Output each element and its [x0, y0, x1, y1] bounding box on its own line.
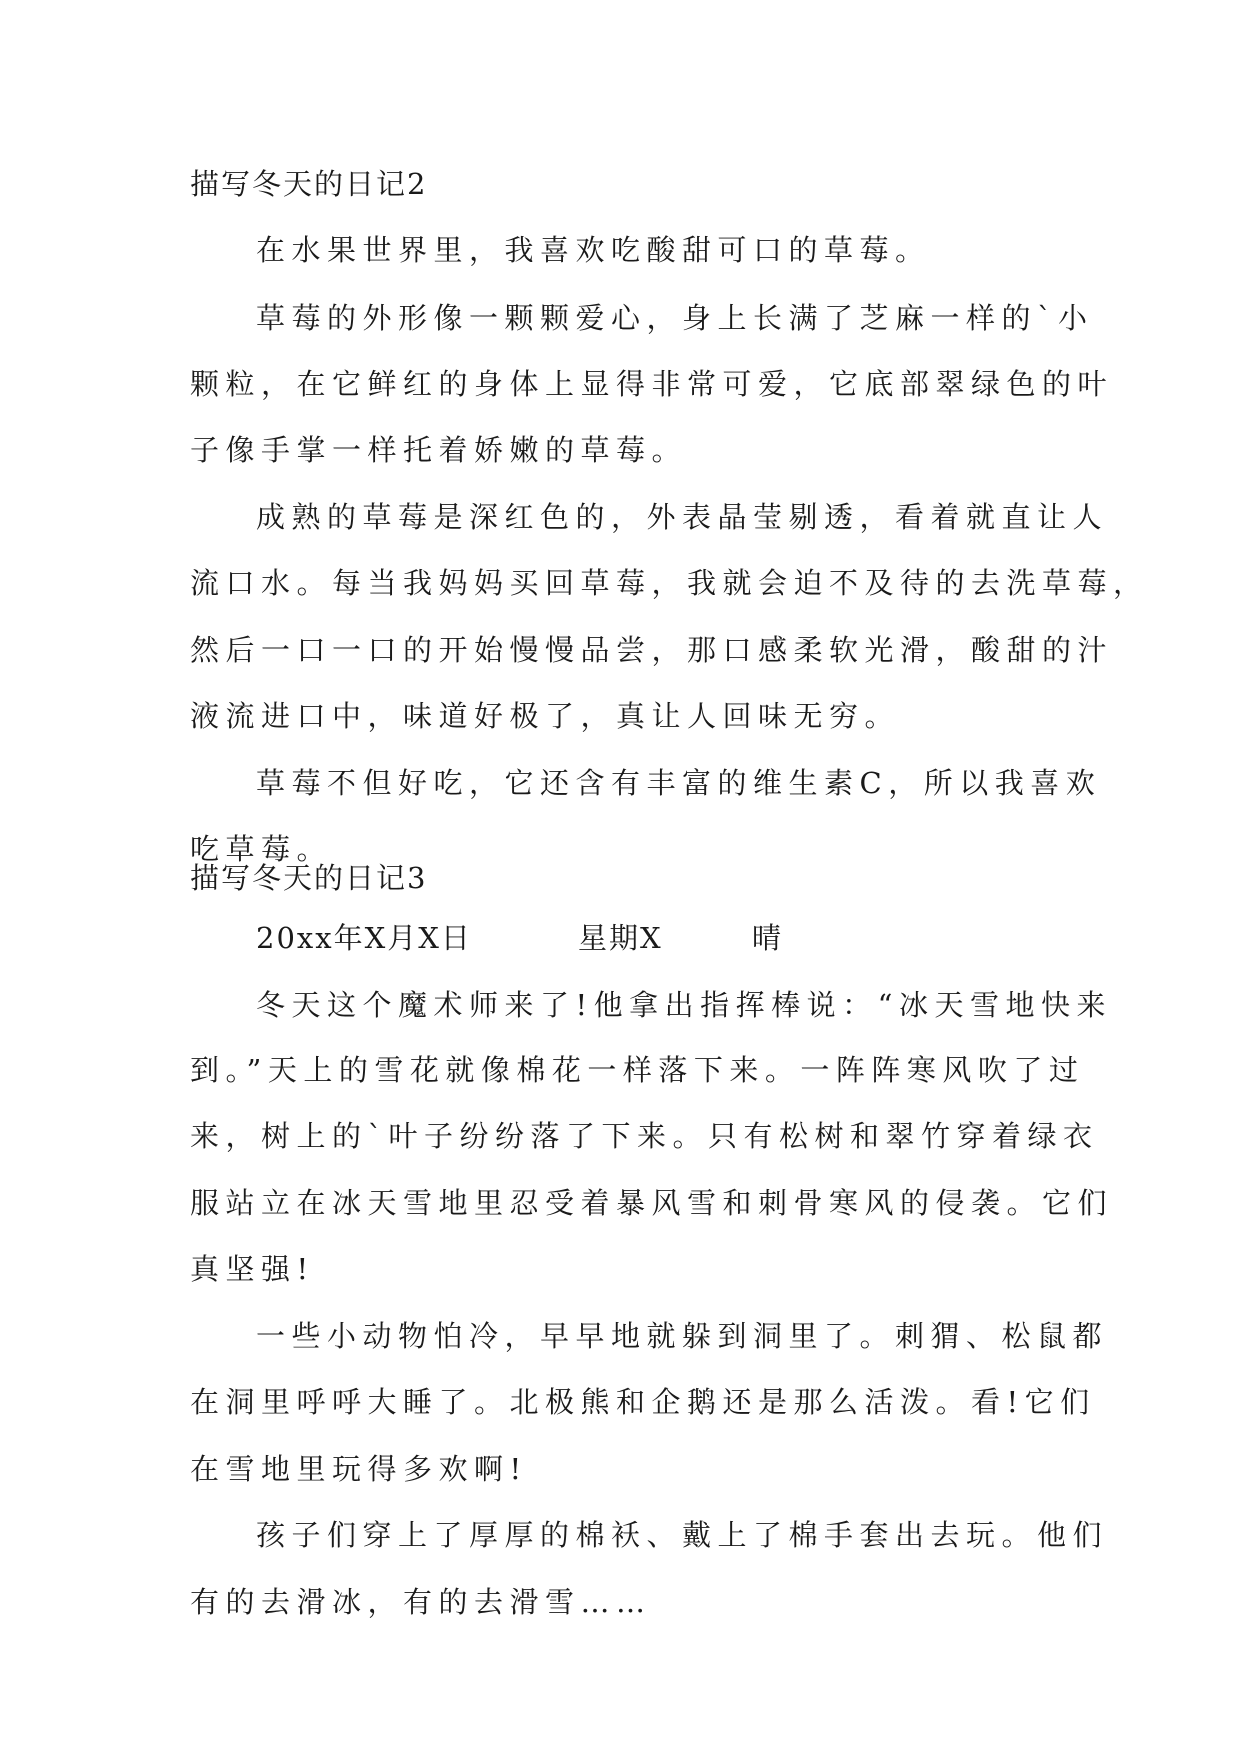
paragraph-line: 冬天这个魔术师来了!他拿出指挥棒说：“冰天雪地快来 — [256, 988, 1112, 1022]
paragraph-line: 在水果世界里，我喜欢吃酸甜可口的草莓。 — [256, 233, 931, 267]
paragraph-line: 成熟的草莓是深红色的，外表晶莹剔透，看着就直让人 — [256, 500, 1109, 534]
diary-date: 20xx年X月X日 — [256, 921, 472, 955]
paragraph-line: 到。”天上的雪花就像棉花一样落下来。一阵阵寒风吹了过 — [190, 1053, 1085, 1087]
paragraph-line: 服站立在冰天雪地里忍受着暴风雪和刺骨寒风的侵袭。它们 — [190, 1186, 1114, 1220]
paragraph-line: 液流进口中，味道好极了，真让人回味无穷。 — [190, 699, 901, 733]
paragraph-line: 吃草莓。 — [190, 832, 333, 866]
diary-weekday: 星期X — [578, 921, 663, 955]
paragraph-line: 在雪地里玩得多欢啊! — [190, 1452, 528, 1486]
paragraph-line: 来，树上的`叶子纷纷落了下来。只有松树和翠竹穿着绿衣 — [190, 1119, 1099, 1153]
paragraph-line: 一些小动物怕冷，早早地就躲到洞里了。刺猬、松鼠都 — [256, 1319, 1109, 1353]
paragraph-line: 草莓的外形像一颗颗爱心，身上长满了芝麻一样的`小 — [256, 301, 1094, 335]
paragraph-line: 真坚强! — [190, 1252, 315, 1286]
paragraph-line: 然后一口一口的开始慢慢品尝，那口感柔软光滑，酸甜的汁 — [190, 633, 1114, 667]
section-title: 描写冬天的日记2 — [190, 167, 428, 201]
paragraph-line: 在洞里呼呼大睡了。北极熊和企鹅还是那么活泼。看!它们 — [190, 1385, 1096, 1419]
paragraph-line: 颗粒，在它鲜红的身体上显得非常可爱，它底部翠绿色的叶 — [190, 367, 1114, 401]
section-title: 描写冬天的日记3 — [190, 861, 428, 895]
date-weather-line — [256, 918, 956, 958]
paragraph-line: 流口水。每当我妈妈买回草莓，我就会迫不及待的去洗草莓， — [190, 566, 1149, 600]
paragraph-line: 子像手掌一样托着娇嫩的草莓。 — [190, 433, 688, 467]
paragraph-line: 孩子们穿上了厚厚的棉袄、戴上了棉手套出去玩。他们 — [256, 1518, 1109, 1552]
diary-weather: 晴 — [752, 921, 784, 955]
paragraph-line: 有的去滑冰，有的去滑雪…… — [190, 1585, 652, 1619]
paragraph-line: 草莓不但好吃，它还含有丰富的维生素C，所以我喜欢 — [256, 766, 1102, 800]
